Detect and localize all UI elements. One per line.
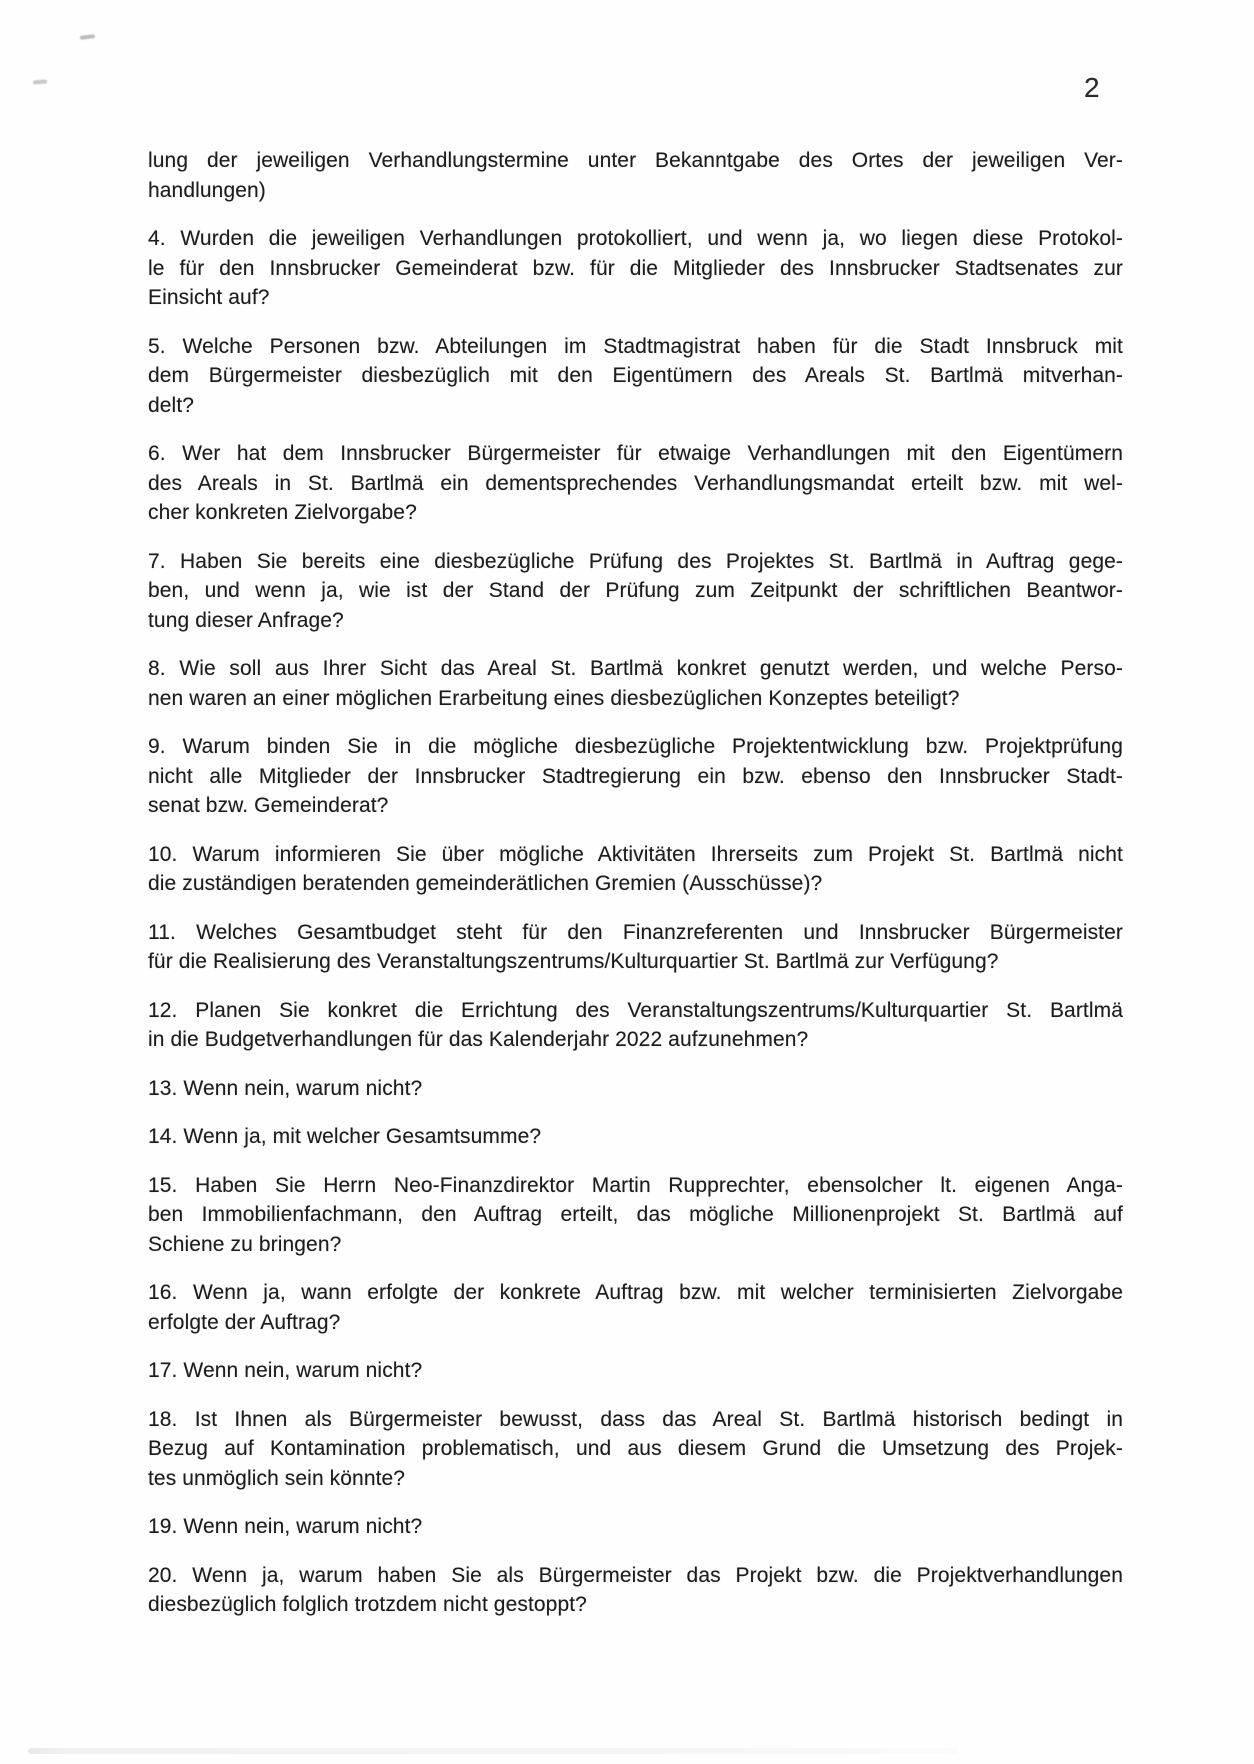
scan-smudge-artifact: [80, 34, 95, 40]
paragraph-q14: [148, 1122, 1123, 1152]
paragraph-q19: [148, 1512, 1123, 1542]
paragraph-q10: [148, 840, 1123, 899]
document-body: [148, 146, 1123, 1639]
text-line: 18. Ist Ihnen als Bürgermeister bewusst, dass das Areal St. Bartlmä historisch bedingt in: [148, 1407, 1123, 1431]
text-line: 12. Planen Sie konkret die Errichtung des Veranstaltungszentrums/Kulturquartier St. Bartlmä: [148, 998, 1123, 1022]
page-number: 2: [1084, 72, 1100, 103]
text-line: cher konkreten Zielvorgabe?: [148, 501, 417, 524]
paragraph-q3-continuation: [148, 146, 1123, 205]
text-line: 10. Warum informieren Sie über mögliche Aktivitäten Ihrerseits zum Projekt St. Bartlmä nicht: [148, 842, 1123, 866]
scan-streak-artifact: [28, 1748, 958, 1754]
text-line: diesbezüglich folglich trotzdem nicht gestoppt?: [148, 1593, 587, 1616]
text-line: delt?: [148, 393, 195, 417]
paragraph-q6: [148, 439, 1123, 528]
text-line: 4. Wurden die jeweiligen Verhandlungen protokolliert, und wenn ja, wo liegen diese Protokol-: [148, 227, 1123, 250]
paragraph-q15: [148, 1171, 1123, 1260]
paragraph-q18: [148, 1405, 1123, 1494]
text-line: 5. Welche Personen bzw. Abteilungen im Stadtmagistrat haben für die Stadt Innsbruck mit: [148, 334, 1123, 358]
paragraph-q20: [148, 1561, 1123, 1620]
text-line: nicht alle Mitglieder der Innsbrucker Stadtregierung ein bzw. ebenso den Innsbrucker Stadt-: [148, 764, 1123, 788]
text-line: ben Immobilienfachmann, den Auftrag erteilt, das mögliche Millionenprojekt St. Bartlmä auf: [148, 1203, 1123, 1226]
text-line: des Areals in St. Bartlmä ein dementsprechendes Verhandlungsmandat erteilt bzw. mit wel-: [148, 471, 1123, 495]
paragraph-q8: [148, 654, 1123, 713]
paragraph-q5: [148, 332, 1123, 421]
paragraph-q17: [148, 1356, 1123, 1386]
text-line: 13. Wenn nein, warum nicht?: [148, 1076, 423, 1100]
text-line: 19. Wenn nein, warum nicht?: [148, 1515, 423, 1538]
paragraph-q12: [148, 996, 1123, 1055]
paragraph-q16: [148, 1278, 1123, 1337]
text-line: nen waren an einer möglichen Erarbeitung eines diesbezüglichen Konzeptes beteiligt?: [148, 686, 960, 710]
text-line: für die Realisierung des Veranstaltungszentrums/Kulturquartier St. Bartlmä zur Verfügung?: [148, 950, 999, 973]
text-line: 6. Wer hat dem Innsbrucker Bürgermeister für etwaige Verhandlungen mit den Eigentümern: [148, 442, 1123, 465]
text-line: Schiene zu bringen?: [148, 1232, 342, 1256]
text-line: lung der jeweiligen Verhandlungstermine unter Bekanntgabe des Ortes der jeweiligen Ver-: [148, 149, 1123, 172]
text-line: handlungen): [148, 178, 266, 202]
paragraph-q7: [148, 547, 1123, 636]
text-line: 14. Wenn ja, mit welcher Gesamtsumme?: [148, 1125, 542, 1148]
text-line: tung dieser Anfrage?: [148, 608, 344, 632]
text-line: 17. Wenn nein, warum nicht?: [148, 1359, 423, 1382]
text-line: le für den Innsbrucker Gemeinderat bzw. für die Mitglieder des Innsbrucker Stadtsenates zur: [148, 256, 1123, 280]
text-line: Bezug auf Kontamination problematisch, und aus diesem Grund die Umsetzung des Projek-: [148, 1437, 1123, 1460]
text-line: 11. Welches Gesamtbudget steht für den Finanzreferenten und Innsbrucker Bürgermeister: [148, 920, 1123, 944]
text-line: in die Budgetverhandlungen für das Kalenderjahr 2022 aufzunehmen?: [148, 1028, 809, 1051]
scan-smudge-artifact: [33, 80, 47, 85]
text-line: ben, und wenn ja, wie ist der Stand der Prüfung zum Zeitpunkt der schriftlichen Beantwor-: [148, 579, 1123, 602]
text-line: 7. Haben Sie bereits eine diesbezügliche Prüfung des Projektes St. Bartlmä in Auftrag gege-: [148, 549, 1123, 573]
text-line: 9. Warum binden Sie in die mögliche diesbezügliche Projektentwicklung bzw. Projektprüfung: [148, 735, 1123, 758]
text-line: erfolgte der Auftrag?: [148, 1310, 341, 1334]
text-line: 8. Wie soll aus Ihrer Sicht das Areal St. Bartlmä konkret genutzt werden, und welche Perso-: [148, 657, 1123, 680]
text-line: 20. Wenn ja, warum haben Sie als Bürgermeister das Projekt bzw. die Projektverhandlungen: [148, 1563, 1123, 1587]
paragraph-q11: [148, 918, 1123, 977]
text-line: 15. Haben Sie Herrn Neo-Finanzdirektor Martin Rupprechter, ebensolcher lt. eigenen Anga-: [148, 1173, 1123, 1197]
text-line: tes unmöglich sein könnte?: [148, 1466, 406, 1490]
paragraph-q13: [148, 1074, 1123, 1104]
paragraph-q4: [148, 224, 1123, 313]
text-line: Einsicht auf?: [148, 286, 270, 309]
text-line: 16. Wenn ja, wann erfolgte der konkrete Auftrag bzw. mit welcher terminisierten Zielvorgabe: [148, 1281, 1123, 1304]
text-line: die zuständigen beratenden gemeinderätlichen Gremien (Ausschüsse)?: [148, 872, 823, 895]
text-line: dem Bürgermeister diesbezüglich mit den Eigentümern des Areals St. Bartlmä mitverhan-: [148, 364, 1123, 387]
text-line: senat bzw. Gemeinderat?: [148, 794, 389, 817]
paragraph-q9: [148, 732, 1123, 821]
